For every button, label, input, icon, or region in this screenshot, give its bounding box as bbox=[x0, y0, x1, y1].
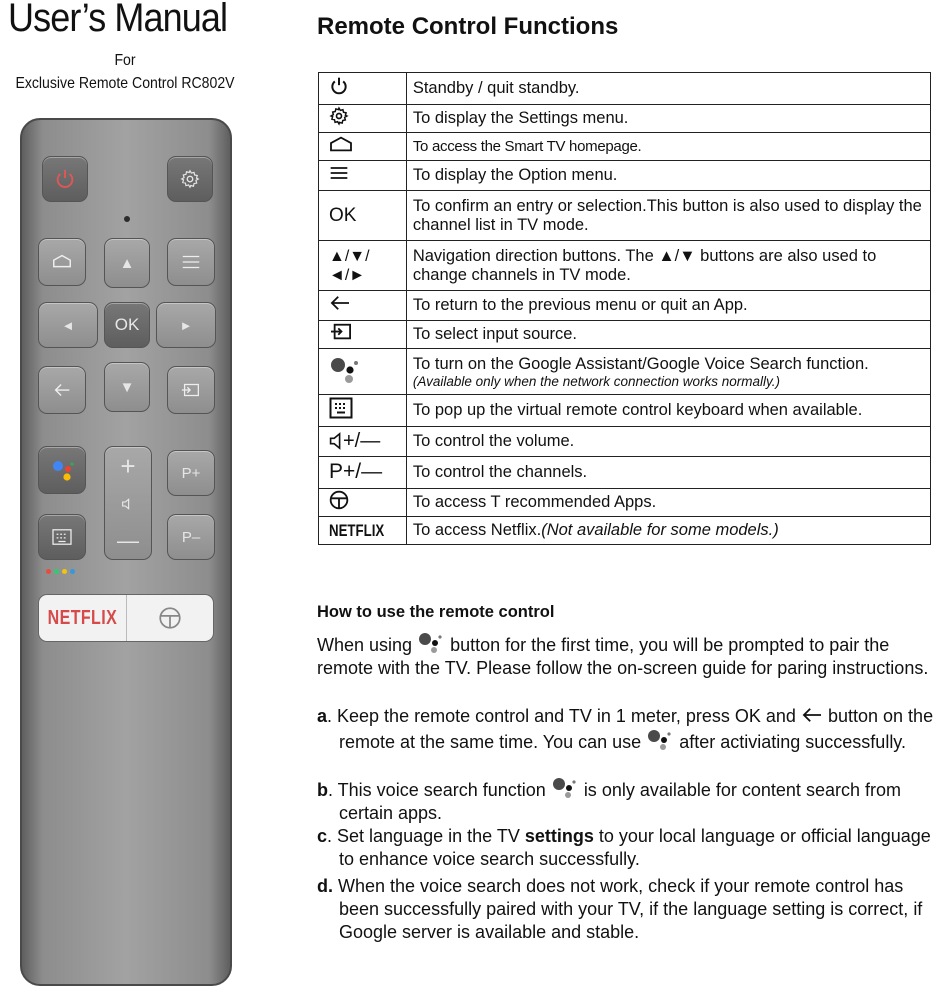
description-cell bbox=[406, 349, 930, 395]
power-icon bbox=[54, 168, 76, 190]
indicator-dot-red bbox=[46, 569, 51, 574]
step-letter: a bbox=[317, 706, 328, 726]
menu-button bbox=[167, 238, 215, 286]
description-cell: To control the channels. bbox=[406, 457, 930, 489]
channel-up-button: P+ bbox=[167, 450, 215, 496]
back-arrow-icon bbox=[329, 294, 351, 312]
howto-step-b bbox=[317, 776, 937, 825]
table-row bbox=[319, 395, 931, 427]
icon-cell bbox=[319, 241, 407, 291]
description-cell: Standby / quit standby. bbox=[406, 73, 930, 105]
volume-key-label: +/— bbox=[343, 429, 381, 452]
table-row bbox=[319, 321, 931, 349]
google-assistant-icon bbox=[417, 631, 445, 653]
back-arrow-icon bbox=[51, 379, 73, 401]
step-text: . Set language in the TV bbox=[327, 826, 520, 846]
dpad-right: ► bbox=[156, 302, 216, 348]
gear-icon bbox=[179, 168, 201, 190]
step-text: is only available for content search from certain apps. bbox=[339, 780, 901, 823]
table-row bbox=[319, 105, 931, 133]
google-assistant-icon bbox=[646, 728, 674, 750]
input-source-button bbox=[167, 366, 215, 414]
volume-rocker bbox=[104, 446, 152, 560]
description-cell: Navigation direction buttons. The ▲/▼ buttons are also used to change channels in TV mode. bbox=[406, 241, 930, 291]
table-row bbox=[319, 427, 931, 457]
functions-table bbox=[318, 72, 931, 545]
icon-cell bbox=[319, 457, 407, 489]
menu-icon bbox=[180, 251, 202, 273]
step-letter: c bbox=[317, 826, 328, 846]
howto-step-c bbox=[317, 825, 937, 871]
howto-intro bbox=[317, 631, 937, 680]
description-cell: To select input source. bbox=[406, 321, 930, 349]
gear-icon bbox=[329, 106, 349, 126]
icon-cell bbox=[319, 105, 407, 133]
description-cell bbox=[406, 517, 930, 545]
table-row bbox=[319, 291, 931, 321]
icon-cell bbox=[319, 133, 407, 161]
indicator-dot-blue bbox=[70, 569, 75, 574]
icon-cell bbox=[319, 291, 407, 321]
table-row bbox=[319, 73, 931, 105]
description-cell: To access T recommended Apps. bbox=[406, 489, 930, 517]
icon-cell bbox=[319, 395, 407, 427]
remote-illustration bbox=[20, 118, 232, 986]
intro-text-after: button for the first time, you will be prompted to pair the remote with the TV. Please follow the on-screen guide for paring instructions. bbox=[317, 635, 929, 678]
google-assistant-icon bbox=[551, 776, 579, 798]
table-row bbox=[319, 241, 931, 291]
volume-icon bbox=[120, 496, 136, 512]
t-apps-icon bbox=[329, 490, 349, 510]
t-apps-button bbox=[126, 595, 213, 641]
table-row bbox=[319, 133, 931, 161]
power-icon bbox=[329, 76, 349, 96]
table-row bbox=[319, 517, 931, 545]
description-cell: To access the Smart TV homepage. bbox=[406, 133, 930, 161]
volume-icon bbox=[329, 432, 343, 450]
description-text: To turn on the Google Assistant/Google Voice Search function. bbox=[412, 354, 869, 373]
power-button bbox=[42, 156, 88, 202]
dpad-left: ◄ bbox=[38, 302, 98, 348]
keyboard-icon bbox=[51, 528, 73, 546]
description-cell: To display the Settings menu. bbox=[406, 105, 930, 133]
netflix-key-label: NETFLIX bbox=[329, 520, 385, 540]
step-letter: b bbox=[317, 780, 328, 800]
menu-icon bbox=[329, 164, 349, 182]
icon-cell bbox=[319, 161, 407, 191]
input-source-icon bbox=[329, 322, 353, 342]
table-row bbox=[319, 489, 931, 517]
google-assistant-button bbox=[38, 446, 86, 494]
back-button bbox=[38, 366, 86, 414]
description-note: (Not available for some models.) bbox=[541, 521, 779, 539]
icon-cell bbox=[319, 73, 407, 105]
keyboard-icon bbox=[329, 397, 353, 419]
step-text: to your local language or official language to enhance voice search successfully. bbox=[339, 826, 931, 869]
input-source-icon bbox=[180, 379, 202, 401]
channel-key-label: P+/— bbox=[329, 460, 383, 483]
channel-down-button: P– bbox=[167, 514, 215, 560]
netflix-logo: NETFLIX bbox=[47, 606, 118, 629]
description-note: (Available only when the network connection works normally.) bbox=[412, 373, 781, 389]
netflix-bar bbox=[38, 594, 214, 642]
icon-cell bbox=[319, 191, 407, 241]
keyboard-button bbox=[38, 514, 86, 560]
step-text: When the voice search does not work, check if your remote control has been successfully paired with your TV, if the language setting is correct, if Google server is available and stable. bbox=[338, 876, 923, 942]
arrows-key-label: ▲/▼/ ◄/► bbox=[329, 247, 370, 284]
home-icon bbox=[51, 251, 73, 273]
volume-plus-label: + bbox=[120, 451, 136, 481]
indicator-dot-green bbox=[54, 569, 59, 574]
step-text: . This voice search function bbox=[328, 780, 546, 800]
icon-cell bbox=[319, 321, 407, 349]
description-cell: To control the volume. bbox=[406, 427, 930, 457]
intro-text-before: When using bbox=[317, 635, 413, 655]
icon-cell bbox=[319, 427, 407, 457]
google-assistant-icon bbox=[329, 354, 363, 384]
table-row bbox=[319, 349, 931, 395]
back-arrow-icon bbox=[801, 706, 823, 724]
settings-emphasis: settings bbox=[524, 826, 594, 846]
dpad-down: ▼ bbox=[104, 362, 150, 412]
for-label: For bbox=[114, 52, 136, 69]
step-text: . Keep the remote control and TV in 1 meter, press OK and bbox=[327, 706, 796, 726]
google-assistant-icon bbox=[48, 456, 76, 484]
description-cell: To display the Option menu. bbox=[406, 161, 930, 191]
table-row bbox=[319, 457, 931, 489]
table-row bbox=[319, 161, 931, 191]
howto-step-a bbox=[317, 705, 937, 754]
indicator-led bbox=[124, 216, 130, 222]
icon-cell bbox=[319, 489, 407, 517]
description-cell: To return to the previous menu or quit an App. bbox=[406, 291, 930, 321]
table-row bbox=[319, 191, 931, 241]
step-text: button on the remote at the same time. You can use bbox=[339, 706, 934, 752]
manual-title: User’s Manual bbox=[8, 0, 228, 40]
icon-cell bbox=[319, 349, 407, 395]
model-line: Exclusive Remote Control RC802V bbox=[15, 75, 235, 92]
ok-key-label: OK bbox=[329, 204, 357, 226]
volume-minus-label: — bbox=[117, 528, 139, 553]
indicator-dot-yellow bbox=[62, 569, 67, 574]
description-text: To access Netflix. bbox=[412, 521, 542, 539]
howto-title: How to use the remote control bbox=[317, 603, 555, 621]
description-cell: To confirm an entry or selection.This button is also used to display the channel list in TV mode. bbox=[406, 191, 930, 241]
color-indicator-dots bbox=[46, 569, 75, 574]
dpad-up: ▲ bbox=[104, 238, 150, 288]
netflix-button bbox=[39, 595, 126, 641]
home-button bbox=[38, 238, 86, 286]
icon-cell bbox=[319, 517, 407, 545]
home-icon bbox=[329, 134, 353, 154]
ok-button: OK bbox=[104, 302, 150, 348]
settings-button bbox=[167, 156, 213, 202]
functions-title: Remote Control Functions bbox=[317, 13, 619, 40]
step-text: after activiating successfully. bbox=[679, 732, 906, 752]
description-cell: To pop up the virtual remote control keyboard when available. bbox=[406, 395, 930, 427]
t-apps-icon bbox=[157, 605, 183, 631]
step-letter: d. bbox=[317, 876, 333, 896]
howto-step-d bbox=[317, 875, 937, 944]
